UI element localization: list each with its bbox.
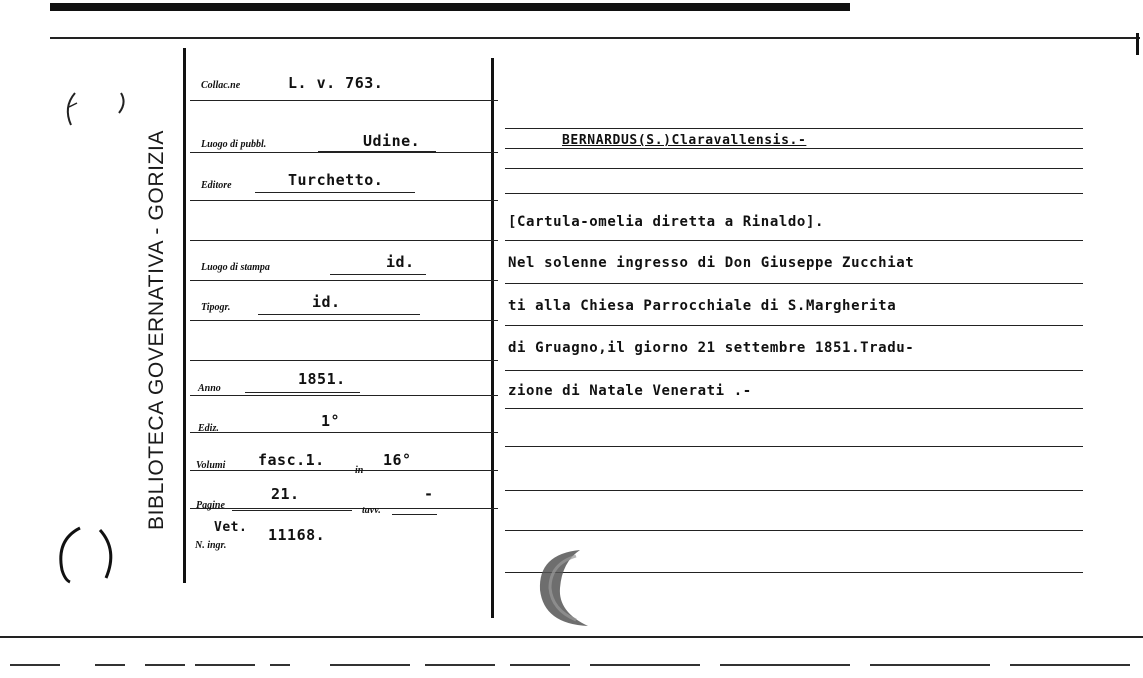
right-row-line [505, 370, 1083, 371]
luogo-stampa-value: id. [386, 253, 415, 271]
pagine-value: 21. [271, 485, 300, 503]
bottom-dash [330, 664, 410, 666]
right-row-line [505, 283, 1083, 284]
edizione-value: 1° [321, 412, 341, 430]
edizione-label: Ediz. [198, 423, 219, 434]
bottom-dash [720, 664, 850, 666]
right-row-line [505, 193, 1083, 194]
library-label: BIBLIOTECA GOVERNATIVA - GORIZIA [145, 130, 168, 530]
luogo-stampa-label: Luogo di stampa [201, 262, 270, 273]
bottom-dash [270, 664, 290, 666]
n-ingr-label: N. ingr. [195, 540, 227, 551]
right-row-line [505, 325, 1083, 326]
right-row-line [505, 530, 1083, 531]
bottom-dash [10, 664, 60, 666]
bottom-dash [195, 664, 255, 666]
top-frame-bar [50, 3, 850, 11]
collocazione-value: L. v. 763. [288, 74, 384, 92]
bottom-dash [870, 664, 990, 666]
tavole-underline [392, 514, 437, 515]
description-line: Nel solenne ingresso di Don Giuseppe Zucchiat [508, 255, 915, 271]
bottom-dash [95, 664, 125, 666]
bottom-frame-line [0, 636, 1143, 638]
luogo-pubbl-underline [318, 151, 436, 152]
anno-label: Anno [198, 383, 221, 394]
description-line: di Gruagno,il giorno 21 settembre 1851.Tradu- [508, 340, 915, 356]
luogo-pubbl-value: Udine. [363, 132, 421, 150]
n-ingr-prefix: Vet. [214, 520, 248, 535]
pagine-label: Pagine [196, 500, 225, 511]
tavole-value: - [424, 485, 434, 503]
description-line: [Cartula-omelia diretta a Rinaldo]. [508, 214, 825, 230]
left-row-line [190, 320, 498, 321]
anno-underline [245, 392, 360, 393]
bottom-dash [590, 664, 700, 666]
volumi-format-value: 16° [383, 451, 412, 469]
left-column-border [183, 48, 186, 583]
left-row-line [190, 508, 498, 509]
volumi-value: fasc.1. [258, 451, 325, 469]
bottom-dash [510, 664, 570, 666]
left-row-line [190, 200, 498, 201]
bottom-dash [425, 664, 495, 666]
editore-underline [255, 192, 415, 193]
left-row-line [190, 395, 498, 396]
top-frame-line [50, 37, 1140, 39]
right-row-line [505, 446, 1083, 447]
ink-stamp-mark [528, 542, 608, 632]
right-row-line [505, 168, 1083, 169]
left-row-line [190, 280, 498, 281]
luogo-stampa-underline [330, 274, 426, 275]
right-row-line [505, 408, 1083, 409]
volumi-underline [232, 470, 342, 471]
right-row-line [505, 490, 1083, 491]
right-row-line [505, 148, 1083, 149]
right-edge-mark [1136, 33, 1139, 55]
pagine-underline [232, 510, 352, 511]
tipografo-label: Tipogr. [201, 302, 231, 313]
editore-label: Editore [201, 180, 232, 191]
n-ingr-value: 11168. [268, 526, 326, 544]
anno-value: 1851. [298, 370, 346, 388]
bottom-dash [1010, 664, 1130, 666]
hole-mark-top [55, 85, 135, 135]
tavole-label: tavv. [362, 505, 381, 516]
description-line: ti alla Chiesa Parrocchiale di S.Margherita [508, 298, 897, 314]
left-row-line [190, 240, 498, 241]
catalog-heading: BERNARDUS(S.)Claravallensis.- [562, 133, 807, 148]
volumi-format-underline [372, 470, 432, 471]
left-row-line [190, 152, 498, 153]
left-row-line [190, 360, 498, 361]
volumi-label: Volumi [196, 460, 226, 471]
tipografo-underline [258, 314, 420, 315]
collocazione-label: Collac.ne [201, 80, 241, 91]
right-row-line [505, 240, 1083, 241]
hole-mark-bottom [50, 520, 125, 590]
luogo-pubbl-label: Luogo di pubbl. [201, 139, 267, 150]
volumi-in-label: in [355, 465, 364, 476]
bottom-dash [145, 664, 185, 666]
tipografo-value: id. [312, 293, 341, 311]
description-line: zione di Natale Venerati .- [508, 383, 752, 399]
left-row-line [190, 100, 498, 101]
right-row-line [505, 128, 1083, 129]
middle-column-border [491, 58, 494, 618]
edizione-underline [232, 432, 364, 433]
editore-value: Turchetto. [288, 171, 384, 189]
